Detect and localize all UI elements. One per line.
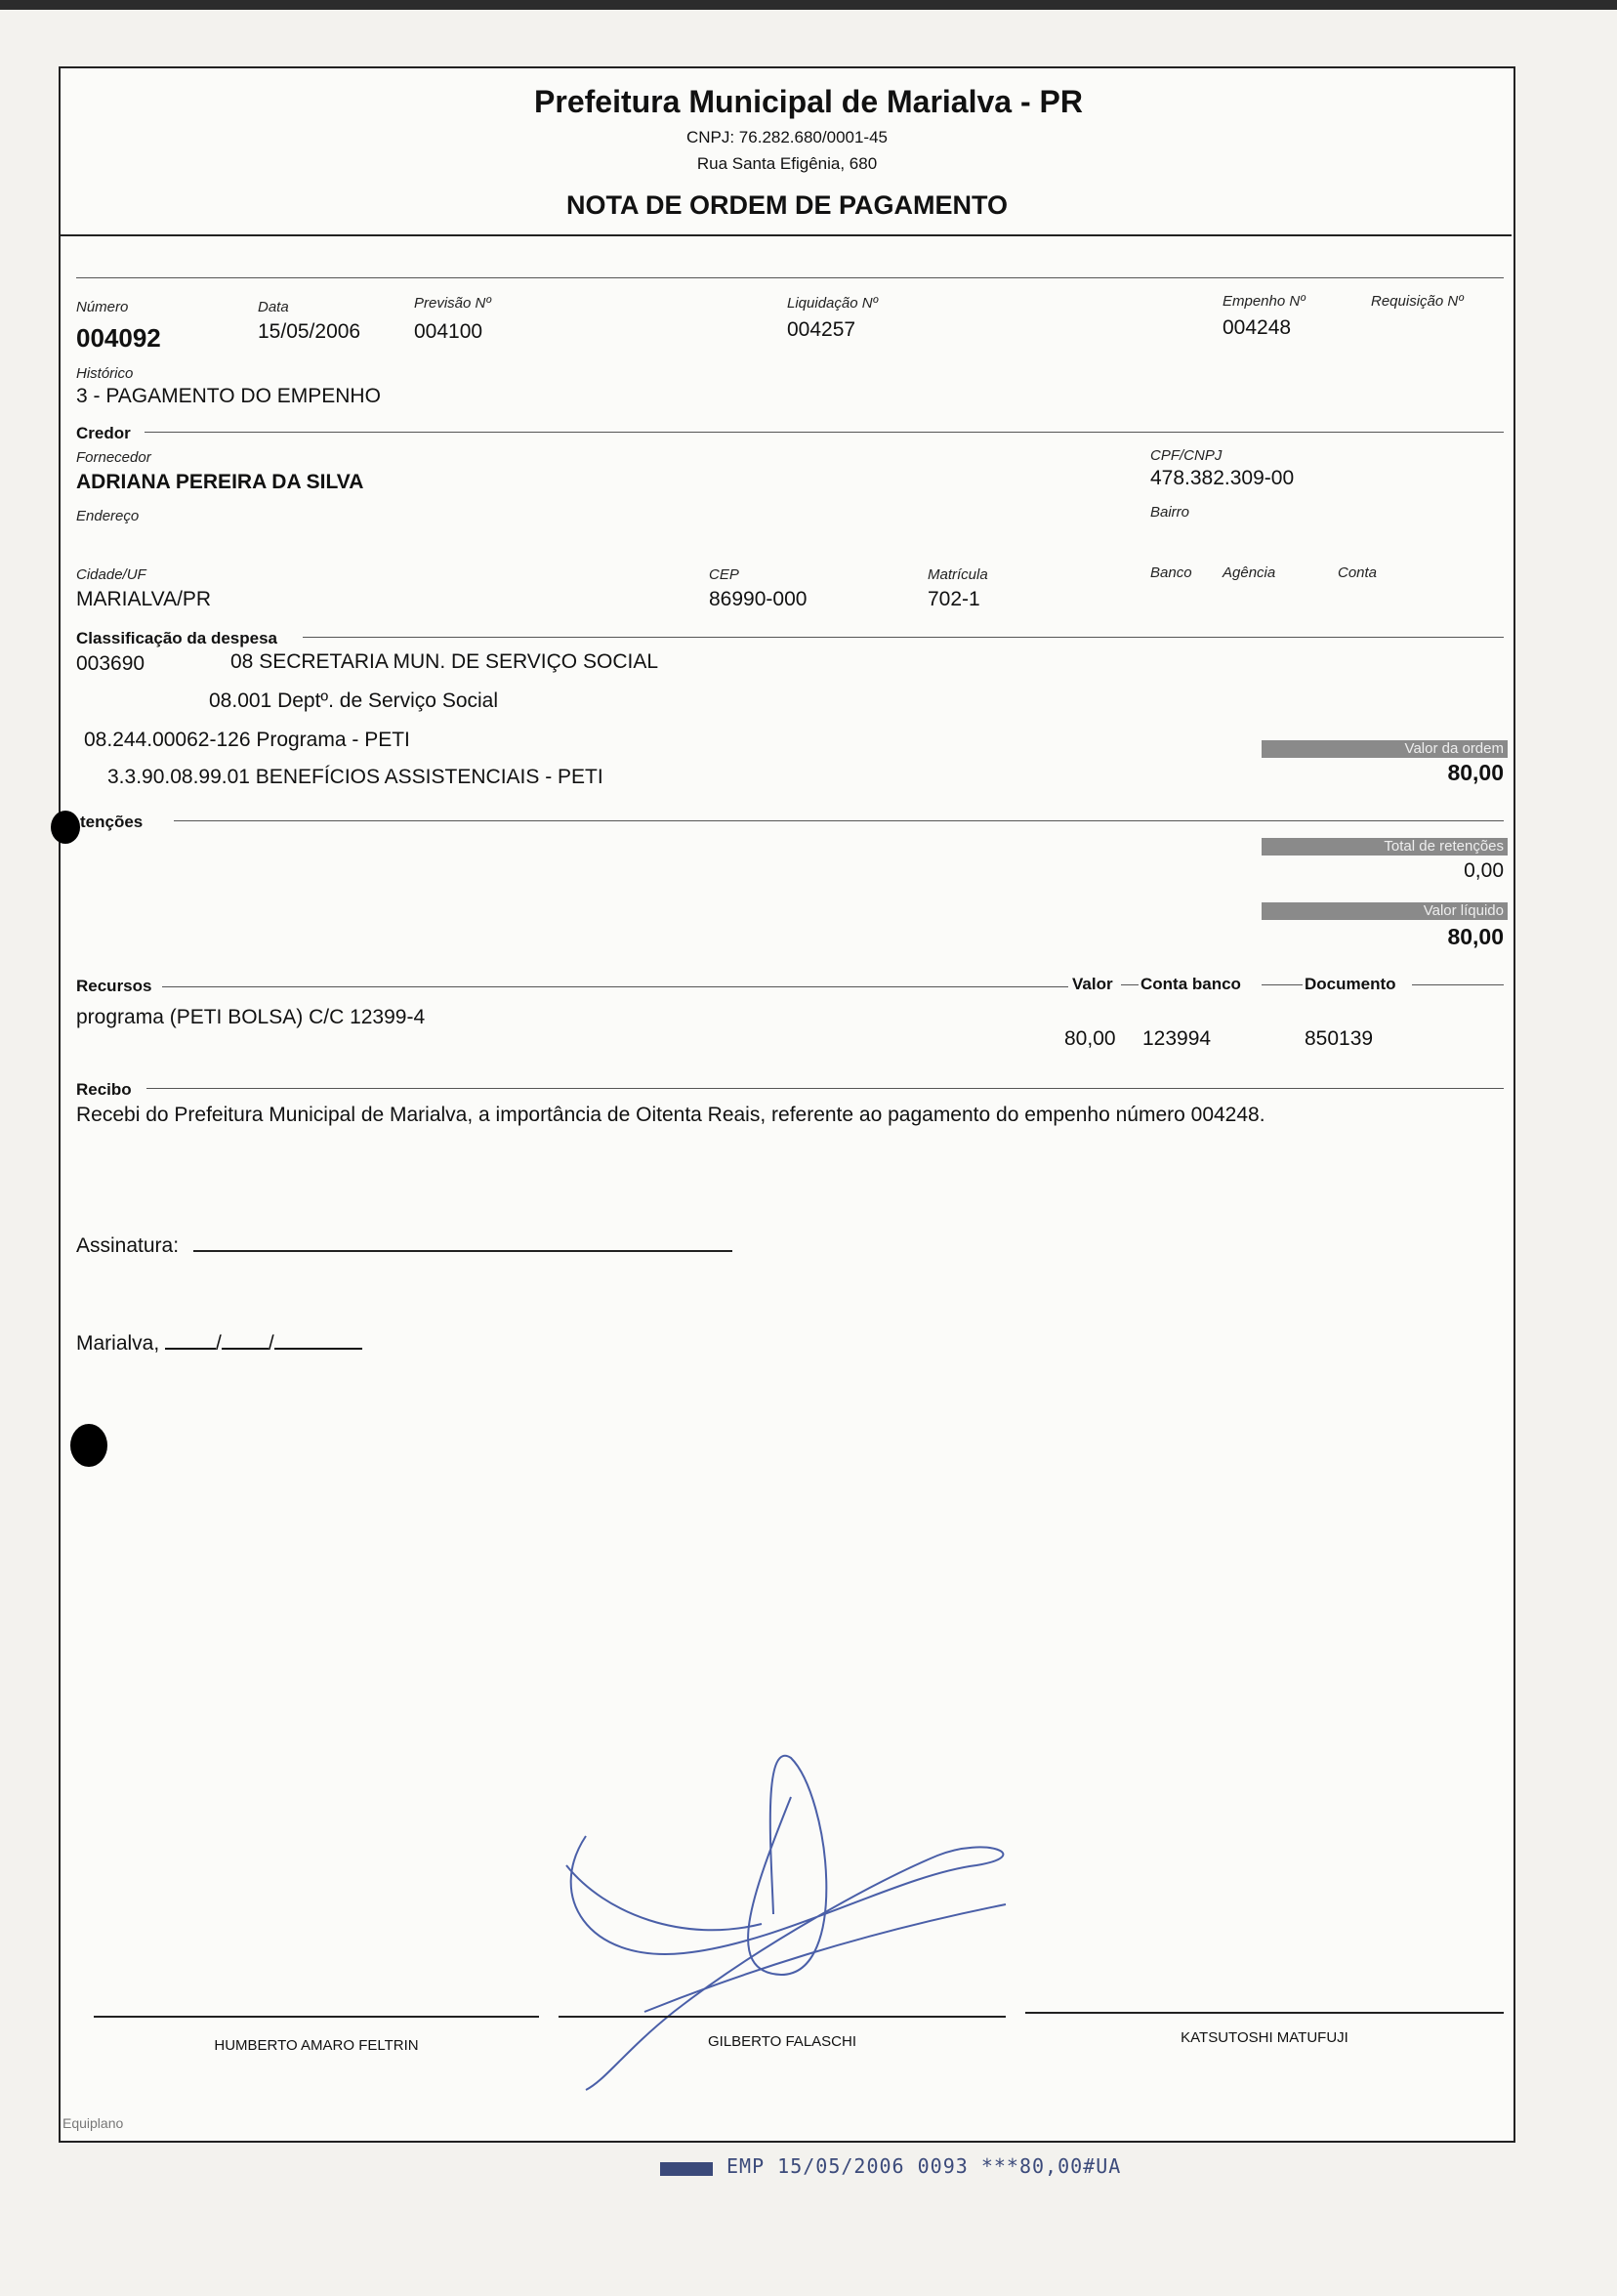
recursos-section: Recursos [76,977,152,995]
valor-liquido-value: 80,00 [1447,924,1504,949]
classificacao-section: Classificação da despesa [76,629,278,647]
issuer-cnpj: CNPJ: 76.282.680/0001-45 [685,128,889,146]
valor-col-rule [1121,984,1139,985]
conta-banco-col-label: Conta banco [1140,975,1241,993]
issuer-title: Prefeitura Municipal de Marialva - PR [534,84,1083,119]
date-year-blank [274,1348,362,1350]
numero-label: Número [76,299,129,315]
documento-col-rule [1412,984,1504,985]
classificacao-line3: 08.244.00062-126 Programa - PETI [84,729,410,751]
recursos-rule [162,986,1068,987]
data-value: 15/05/2006 [258,320,361,343]
fornecedor-label: Fornecedor [76,449,151,466]
cidade-label: Cidade/UF [76,566,146,583]
signatory-name-3: KATSUTOSHI MATUFUJI [1181,2029,1348,2046]
cep-value: 86990-000 [709,588,808,610]
signature-line-1 [94,2016,539,2018]
recursos-valor: 80,00 [1064,1027,1116,1050]
total-retencoes-value: 0,00 [1464,859,1504,882]
documento-col-label: Documento [1305,975,1396,993]
recibo-rule [146,1088,1504,1089]
banco-label: Banco [1150,564,1192,581]
credor-rule [145,432,1504,433]
local-label: Marialva, [76,1332,160,1355]
numero-value: 004092 [76,323,161,353]
date-day-blank [165,1348,216,1350]
previsao-value: 004100 [414,320,483,343]
local-date [76,1332,362,1356]
bairro-label: Bairro [1150,504,1190,521]
liquidacao-value: 004257 [787,318,856,341]
conta-banco-col-rule [1262,984,1303,985]
agencia-label: Agência [1223,564,1276,581]
credor-section: Credor [76,424,131,442]
punch-hole-upper [51,811,80,844]
matricula-value: 702-1 [928,588,980,610]
issuer-address: Rua Santa Efigênia, 680 [696,154,878,173]
document-title: NOTA DE ORDEM DE PAGAMENTO [565,190,1008,220]
classificacao-code: 003690 [76,652,145,675]
footer-brand: Equiplano [62,2115,124,2131]
liquidacao-label: Liquidação Nº [787,295,879,312]
punch-hole-lower [70,1424,107,1467]
classificacao-rule [303,637,1504,638]
empenho-label: Empenho Nº [1223,293,1306,310]
signature-line-2 [559,2016,1006,2018]
cep-label: CEP [709,566,739,583]
matricula-label: Matrícula [928,566,988,583]
footer-stamp [660,2154,1121,2178]
previsao-label: Previsão Nº [414,295,491,312]
endereco-label: Endereço [76,508,140,524]
fornecedor-value: ADRIANA PEREIRA DA SILVA [76,471,364,493]
empenho-value: 004248 [1223,316,1292,339]
recibo-section: Recibo [76,1080,132,1099]
scan-top-edge [0,0,1617,10]
valor-ordem-value: 80,00 [1447,760,1504,785]
total-retencoes-bar: Total de retenções [1262,838,1508,856]
classificacao-line1: 08 SECRETARIA MUN. DE SERVIÇO SOCIAL [230,650,659,673]
valor-liquido-bar: Valor líquido [1262,902,1508,920]
signatory-name-1: HUMBERTO AMARO FELTRIN [214,2037,419,2054]
recursos-value: programa (PETI BOLSA) C/C 12399-4 [76,1006,426,1028]
retencoes-section: tenções [80,813,144,831]
cpf-value: 478.382.309-00 [1150,467,1295,489]
date-month-blank [222,1348,269,1350]
signature-line-3 [1025,2012,1504,2014]
date-sep-2: / [268,1332,274,1355]
cidade-value: MARIALVA/PR [76,588,212,610]
historico-label: Histórico [76,365,134,382]
historico-value: 3 - PAGAMENTO DO EMPENHO [76,385,381,407]
conta-label: Conta [1338,564,1378,581]
classificacao-line4: 3.3.90.08.99.01 BENEFÍCIOS ASSISTENCIAIS - PETI [107,766,603,788]
cpf-label: CPF/CNPJ [1150,447,1223,464]
stamp-logo-icon [660,2162,713,2176]
recibo-text: Recebi do Prefeitura Municipal de Marialva, a importância de Oitenta Reais, referente ao pagamento do empenho número 004248. [76,1104,1265,1126]
date-sep-1: / [216,1332,222,1355]
stamp-code: EMP 15/05/2006 0093 ***80,00#UA [726,2154,1122,2178]
data-label: Data [258,299,289,315]
recursos-documento: 850139 [1305,1027,1374,1050]
valor-ordem-bar: Valor da ordem [1262,740,1508,758]
requisicao-label: Requisição Nº [1371,293,1464,310]
retencoes-rule [174,820,1504,821]
signatory-name-2: GILBERTO FALASCHI [708,2033,856,2050]
recursos-conta-banco: 123994 [1142,1027,1212,1050]
handwritten-signature [527,1719,1035,2109]
classificacao-line2: 08.001 Deptº. de Serviço Social [209,689,499,712]
assinatura-label: Assinatura: [76,1234,180,1257]
assinatura-line [193,1250,732,1252]
valor-col-label: Valor [1072,975,1113,993]
top-fields-rule [76,277,1504,278]
